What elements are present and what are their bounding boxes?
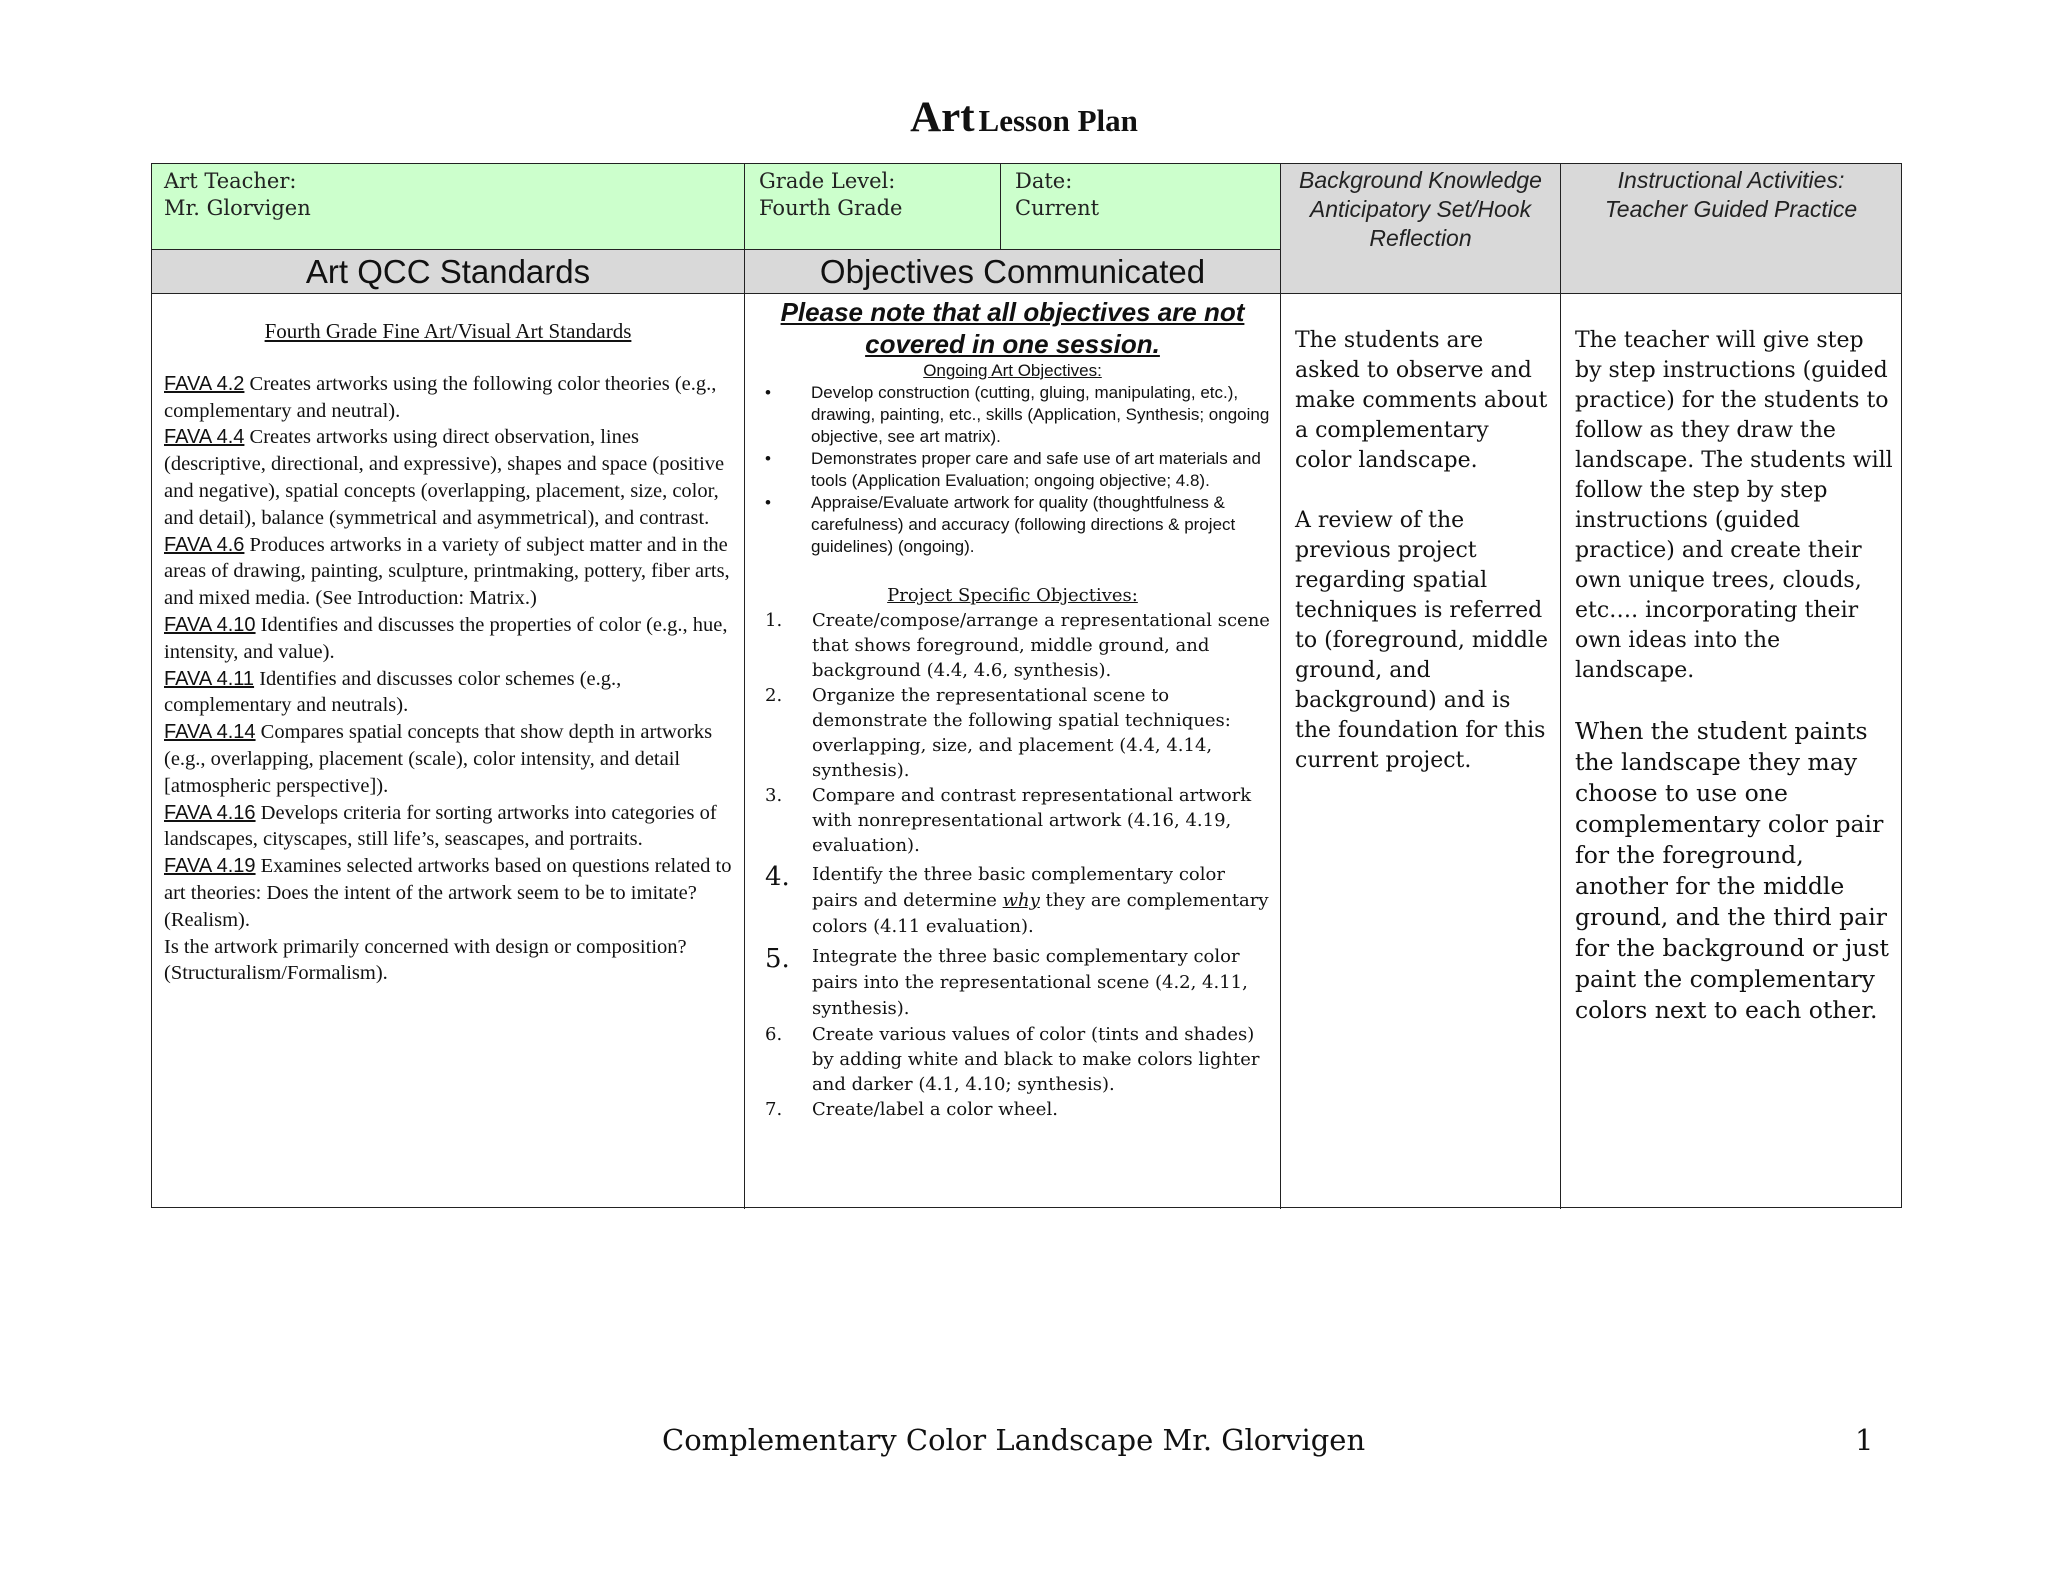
standard-text: Develops criteria for sorting artworks into categories of landscapes, cityscapes, still life’s, seascapes, and portraits. <box>164 801 717 851</box>
list-item <box>751 608 1274 683</box>
standard-item <box>164 666 732 720</box>
ongoing-objectives-list <box>751 382 1274 558</box>
item-number: 3. <box>765 785 783 806</box>
background-cell <box>1281 294 1561 1209</box>
objectives-section-header <box>745 250 1281 294</box>
list-item <box>751 492 1274 558</box>
title-lesson-plan: Lesson Plan <box>978 103 1138 138</box>
ongoing-objectives-heading: Ongoing Art Objectives: <box>923 361 1102 380</box>
list-item <box>751 448 1274 492</box>
ongoing-objective-text: Appraise/Evaluate artwork for quality (thoughtfulness & carefulness) and accuracy (following directions & project guidelines) (ongoing). <box>811 493 1236 556</box>
standard-code: FAVA 4.10 <box>164 613 256 636</box>
standard-item <box>164 532 732 612</box>
standard-text: Creates artworks using the following color theories (e.g., complementary and neutral). <box>164 372 717 422</box>
standard-code: FAVA 4.2 <box>164 372 245 395</box>
item-number: 2. <box>765 685 783 706</box>
bullet-icon: • <box>765 493 771 512</box>
item-number: 7. <box>765 1099 783 1120</box>
instructional-header-line-1: Instructional Activities: <box>1617 167 1845 193</box>
list-item <box>751 783 1274 858</box>
background-header-line-3: Reflection <box>1369 225 1472 251</box>
objectives-note-line-1: Please note that all objectives are not <box>780 297 1245 327</box>
background-paragraph: A review of the previous project regarding spatial techniques is referred to (foreground, middle ground, and background) and is the foundation for this current project. <box>1295 508 1548 773</box>
grade-cell <box>745 164 1001 250</box>
item-number: 5. <box>765 944 790 974</box>
footer-title: Complementary Color Landscape Mr. Glorvigen <box>662 1423 1366 1457</box>
standard-code: FAVA 4.6 <box>164 533 245 556</box>
project-objectives-list <box>751 608 1274 1122</box>
standards-closing: Is the artwork primarily concerned with design or composition? (Structuralism/Formalism). <box>164 935 687 985</box>
title-art: Art <box>910 94 975 141</box>
standard-code: FAVA 4.19 <box>164 855 256 878</box>
list-item <box>751 1022 1274 1097</box>
date-value: Current <box>1015 196 1100 220</box>
background-header-line-1: Background Knowledge <box>1299 167 1542 193</box>
teacher-value: Mr. Glorvigen <box>164 196 311 220</box>
background-header-cell <box>1281 164 1561 294</box>
project-objective-text: Integrate the three basic complementary color pairs into the representational scene (4.2, 4.11, synthesis). <box>812 946 1248 1019</box>
ongoing-objective-text: Develop construction (cutting, gluing, manipulating, etc.), drawing, painting, etc., skills (Application, Synthesis; ongoing objective, see art matrix). <box>811 383 1270 446</box>
project-objective-text: Identify the three basic complementary color pairs and determine <box>812 864 1225 911</box>
standard-text: Identifies and discusses the properties of color (e.g., hue, intensity, and value). <box>164 613 728 663</box>
date-label: Date: <box>1015 169 1073 193</box>
instructional-paragraph: The teacher will give step by step instructions (guided practice) for the students to follow as they draw the landscape. The students will follow the step by step instructions (guided practice) and create their own unique trees, clouds, etc…. incorporating their own ideas into the landscape. <box>1575 328 1893 683</box>
standard-text: Identifies and discusses color schemes (e.g., complementary and neutrals). <box>164 667 622 717</box>
project-objective-text: Organize the representational scene to demonstrate the following spatial techniques: overlapping, size, and placement (4.4, 4.14, synthesis). <box>812 685 1231 781</box>
standards-list <box>164 371 732 987</box>
item-number: 1. <box>765 610 783 631</box>
instructional-header-cell <box>1561 164 1901 294</box>
date-cell <box>1001 164 1281 250</box>
background-header-line-2: Anticipatory Set/Hook <box>1309 196 1532 222</box>
standard-item <box>164 800 732 854</box>
page-title <box>0 93 2048 142</box>
standards-section-title: Art QCC Standards <box>305 253 591 290</box>
teacher-cell <box>152 164 745 250</box>
instructional-paragraph: When the student paints the landscape they may choose to use one complementary color pair for the foreground, another for the middle ground, and the third pair for the background or just paint the complementary colors next to each other. <box>1575 717 1889 1024</box>
standard-code: FAVA 4.11 <box>164 667 255 690</box>
standard-item <box>164 371 732 425</box>
bullet-icon: • <box>765 449 771 468</box>
bullet-icon: • <box>765 383 771 402</box>
ongoing-objective-text: Demonstrates proper care and safe use of art materials and tools (Application Evaluation; ongoing objective; 4.8). <box>811 449 1261 490</box>
standards-section-header <box>152 250 745 294</box>
standard-item <box>164 424 732 531</box>
grade-value: Fourth Grade <box>759 196 903 220</box>
page-number: 1 <box>1855 1423 1874 1457</box>
standard-text: Creates artworks using direct observation, lines (descriptive, directional, and expressive), shapes and space (positive and negative), spatial concepts (overlapping, placement, size, color, and detail), balance (symmetrical and asymmetrical), and contrast. <box>164 426 725 529</box>
standard-item <box>164 612 732 666</box>
item-number: 6. <box>765 1024 783 1045</box>
list-item <box>751 683 1274 783</box>
objectives-note-line-2: covered in one session. <box>865 329 1160 359</box>
list-item <box>751 944 1274 1022</box>
standard-code: FAVA 4.14 <box>164 721 256 744</box>
standard-text: Examines selected artworks based on questions related to art theories: Does the intent of the artwork seem to be to imitate? (Realism). <box>164 855 732 931</box>
project-objective-text: Compare and contrast representational artwork with nonrepresentational artwork (4.16, 4.19, evaluation). <box>812 785 1252 856</box>
list-item <box>751 382 1274 448</box>
standard-text: Compares spatial concepts that show depth in artworks (e.g., overlapping, placement (scale), color intensity, and detail [atmospheric perspective]). <box>164 721 713 797</box>
objectives-section-title: Objectives Communicated <box>819 253 1206 290</box>
objectives-cell <box>745 294 1281 1209</box>
project-objective-text: Create/compose/arrange a representational scene that shows foreground, middle ground, and background (4.4, 4.6, synthesis). <box>812 610 1270 681</box>
instructional-header-line-2: Teacher Guided Practice <box>1604 196 1858 222</box>
standard-text: Produces artworks in a variety of subject matter and in the areas of drawing, painting, sculpture, printmaking, pottery, fiber arts, and mixed media. (See Introduction: Matrix.) <box>164 533 730 610</box>
project-objective-text: they are complementary colors (4.11 evaluation). <box>812 890 1269 937</box>
list-item <box>751 1097 1274 1122</box>
lesson-plan-table <box>151 163 1902 1208</box>
standard-item <box>164 853 732 933</box>
grade-label: Grade Level: <box>759 169 896 193</box>
project-objective-text: Create/label a color wheel. <box>812 1099 1058 1120</box>
list-item <box>751 862 1274 940</box>
project-objectives-heading: Project Specific Objectives: <box>887 585 1138 606</box>
background-paragraph: The students are asked to observe and make comments about a complementary color landscape. <box>1295 328 1548 473</box>
standard-item <box>164 719 732 799</box>
project-objective-text: Create various values of color (tints and shades) by adding white and black to make colors lighter and darker (4.1, 4.10; synthesis). <box>812 1024 1260 1095</box>
instructional-cell <box>1561 294 1901 1209</box>
item-number: 4. <box>765 862 790 892</box>
teacher-label: Art Teacher: <box>164 169 297 193</box>
emphasis-why: why <box>1002 890 1040 911</box>
standard-code: FAVA 4.4 <box>164 426 245 449</box>
standards-cell <box>152 294 745 1209</box>
standard-code: FAVA 4.16 <box>164 801 256 824</box>
standards-heading: Fourth Grade Fine Art/Visual Art Standards <box>264 319 632 343</box>
